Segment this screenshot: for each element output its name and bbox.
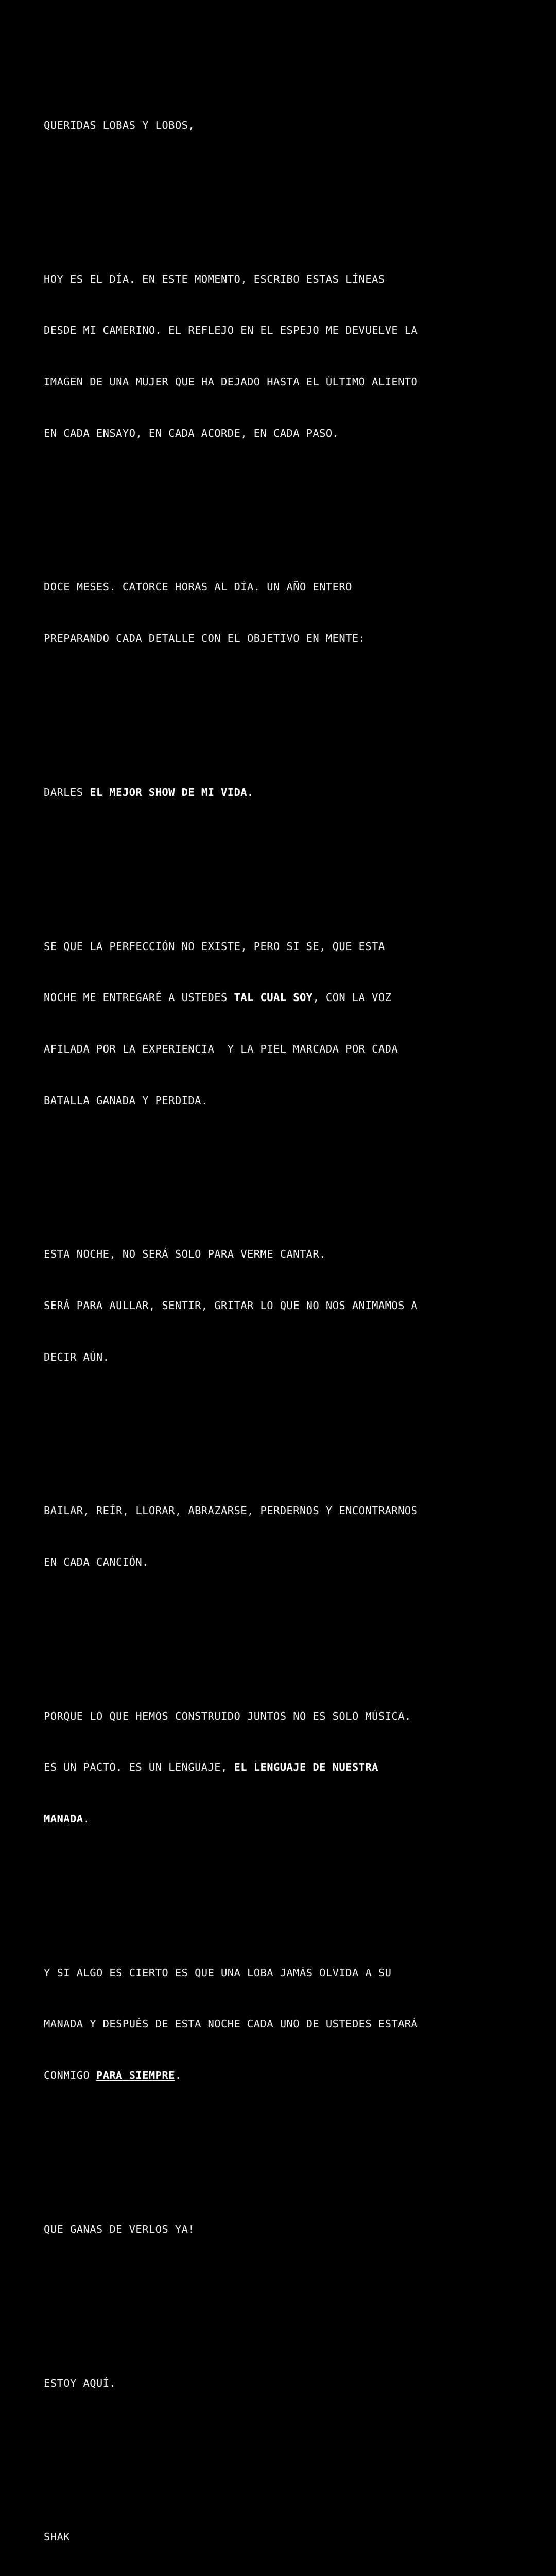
text-segment: CONMIGO [44,2069,96,2082]
greeting-paragraph [44,83,507,168]
text-line: DESDE MI CAMERINO. EL REFLEJO EN EL ESPEJO ME DEVUELVE LA [44,324,418,337]
paragraph-tonight [44,1212,507,1400]
text-segment: DARLES [44,786,90,799]
greeting-line: QUERIDAS LOBAS Y LOBOS, [44,119,195,132]
text-line: IMAGEN DE UNA MUJER QUE HA DEJADO HASTA EL ÚLTIMO ALIENTO [44,376,418,388]
text-line [44,989,507,1006]
text-segment: ES UN PACTO. ES UN LENGUAJE, [44,1761,234,1774]
paragraph-dance [44,1468,507,1605]
text-segment: NOCHE ME ENTREGARÉ A USTEDES [44,991,234,1004]
text-line: SERÁ PARA AULLAR, SENTIR, GRITAR LO QUE NO NOS ANIMAMOS A [44,1299,418,1312]
text-line: DECIR AÚN. [44,1350,110,1363]
text-line [44,784,507,801]
text-line [44,1810,507,1827]
paragraph-pact [44,1673,507,1861]
text-line: PORQUE LO QUE HEMOS CONSTRUIDO JUNTOS NO ES SOLO MÚSICA. [44,1709,411,1722]
paragraph-best-show [44,750,507,835]
signature: SHAK [44,2531,70,2544]
bold-phrase: EL LENGUAJE DE NUESTRA [234,1761,378,1774]
text-line: EN CADA ENSAYO, EN CADA ACORDE, EN CADA PASO. [44,427,339,439]
text-line [44,2067,507,2084]
paragraph-forever [44,1930,507,2118]
text-line: BATALLA GANADA Y PERDIDA. [44,1094,208,1107]
underlined-phrase: PARA SIEMPRE [96,2069,175,2082]
text-segment: . [83,1812,90,1825]
bold-phrase: EL MEJOR SHOW DE MI VIDA. [90,786,254,799]
text-line: ESTA NOCHE, NO SERÁ SOLO PARA VERME CANTAR. [44,1248,326,1261]
signature-paragraph [44,2495,507,2576]
text-line: HOY ES EL DÍA. EN ESTE MOMENTO, ESCRIBO ESTAS LÍNEAS [44,273,385,285]
text-line: MANADA Y DESPUÉS DE ESTA NOCHE CADA UNO DE USTEDES ESTARÁ [44,2018,418,2030]
text-line: BAILAR, REÍR, LLORAR, ABRAZARSE, PERDERNOS Y ENCONTRARNOS [44,1504,418,1517]
text-line: PREPARANDO CADA DETALLE CON EL OBJETIVO EN MENTE: [44,632,366,645]
text-line [44,1759,507,1776]
bold-phrase: MANADA [44,1812,83,1825]
paragraph-preparation [44,545,507,682]
text-line: ESTOY AQUÍ. [44,2377,116,2389]
text-line: Y SI ALGO ES CIERTO ES QUE UNA LOBA JAMÁS OLVIDA A SU [44,1966,392,1979]
text-segment: . [175,2069,182,2082]
bold-phrase: TAL CUAL SOY [234,991,313,1004]
text-line: DOCE MESES. CATORCE HORAS AL DÍA. UN AÑO ENTERO [44,581,352,594]
paragraph-excitement [44,2187,507,2272]
paragraph-dressing-room [44,236,507,476]
text-line: EN CADA CANCIÓN. [44,1555,149,1568]
text-line: SE QUE LA PERFECCIÓN NO EXISTE, PERO SI SE, QUE ESTA [44,940,385,953]
text-line: AFILADA POR LA EXPERIENCIA Y LA PIEL MARCADA POR CADA [44,1042,398,1055]
text-segment: , CON LA VOZ [312,991,392,1004]
paragraph-perfection [44,904,507,1143]
letter-body [44,31,507,2576]
text-line: QUE GANAS DE VERLOS YA! [44,2223,195,2235]
paragraph-here [44,2341,507,2426]
